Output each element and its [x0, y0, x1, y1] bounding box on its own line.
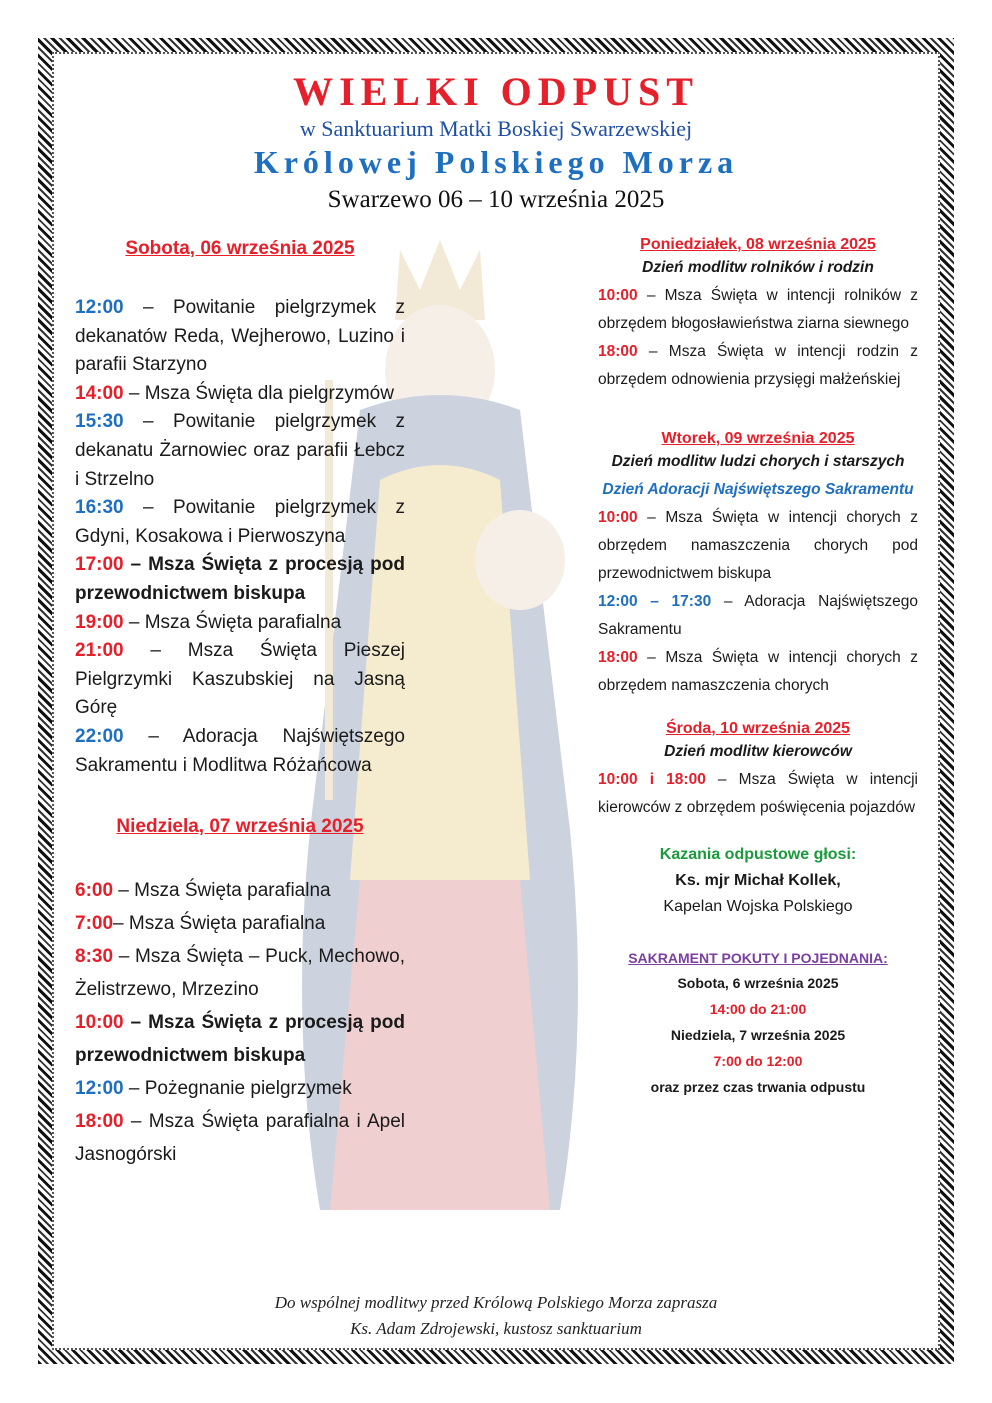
schedule-item: 12:00 – 17:30 – Adoracja Najświętszego Sakramentu	[598, 593, 918, 638]
confession-note: oraz przez czas trwania odpustu	[650, 1079, 866, 1095]
schedule-item: 19:00 – Msza Święta parafialna	[75, 611, 342, 633]
schedule-item: 10:00 i 18:00 – Msza Święta w intencji kierowców z obrzędem poświęcenia pojazdów	[598, 771, 918, 816]
schedule-item: 16:30 – Powitanie pielgrzymek z Gdyni, Kosakowa i Pierwoszyna	[75, 497, 405, 547]
schedule-item: 22:00 – Adoracja Najświętszego Sakramentu i Modlitwa Różańcowa	[75, 725, 405, 776]
tuesday-theme: Dzień modlitw ludzi chorych i starszych	[611, 453, 905, 470]
preacher-role: Kapelan Wojska Polskiego	[663, 898, 853, 915]
event-date: Swarzewo 06 – 10 września 2025	[327, 186, 665, 213]
schedule-item: 10:00 – Msza Święta w intencji chorych z obrzędem namaszczenia chorych pod przewodnictwem biskupa	[598, 509, 918, 582]
preacher-label: Kazania odpustowe głosi:	[659, 846, 857, 863]
footer-invitation: Do wspólnej modlitwy przed Królową Polskiego Morza zaprasza	[274, 1293, 718, 1312]
schedule-item: 7:00– Msza Święta parafialna	[75, 913, 326, 935]
monday-heading: Poniedziałek, 08 września 2025	[640, 236, 876, 253]
confession-day-1: Sobota, 6 września 2025	[677, 975, 839, 991]
schedule-item: 15:30 – Powitanie pielgrzymek z dekanatu Żarnowiec oraz parafii Łebcz i Strzelno	[75, 411, 405, 490]
schedule-item: 10:00 – Msza Święta z procesją pod przewodnictwem biskupa	[75, 1012, 405, 1067]
schedule-item: 12:00 – Pożegnanie pielgrzymek	[75, 1078, 352, 1100]
schedule-item: 18:00 – Msza Święta parafialna i Apel Jasnogórski	[75, 1111, 405, 1166]
schedule-item: 18:00 – Msza Święta w intencji chorych z obrzędem namaszczenia chorych	[598, 649, 918, 694]
queen-title: Królowej Polskiego Morza	[253, 144, 739, 180]
confession-heading: SAKRAMENT POKUTY I POJEDNANIA:	[628, 950, 888, 966]
sunday-heading: Niedziela, 07 września 2025	[116, 816, 364, 838]
left-column	[75, 238, 405, 1171]
schedule-item: 14:00 – Msza Święta dla pielgrzymów	[75, 382, 394, 404]
sunday-list	[75, 874, 405, 1171]
sanctuary-subtitle: w Sanktuarium Matki Boskiej Swarzewskiej	[299, 116, 693, 141]
tuesday-adoration-theme: Dzień Adoracji Najświętszego Sakramentu	[602, 481, 914, 498]
schedule-item: 12:00 – Powitanie pielgrzymek z dekanatów Reda, Wejherowo, Luzino i parafii Starzyno	[75, 297, 405, 376]
footer	[60, 1290, 932, 1342]
footer-signature: Ks. Adam Zdrojewski, kustosz sanktuarium	[350, 1319, 642, 1338]
schedule-item: 8:30 – Msza Święta – Puck, Mechowo, Żelistrzewo, Mrzezino	[75, 946, 405, 1001]
page-title: WIELKI ODPUST	[293, 69, 699, 114]
confession-time-1: 14:00 do 21:00	[709, 1001, 807, 1017]
schedule-item: 21:00 – Msza Święta Pieszej Pielgrzymki Kaszubskiej na Jasną Górę	[75, 640, 405, 719]
wednesday-theme: Dzień modlitw kierowców	[664, 743, 852, 760]
preacher-name: Ks. mjr Michał Kollek,	[675, 872, 841, 889]
right-column	[598, 236, 918, 1100]
wednesday-heading: Środa, 10 września 2025	[665, 720, 851, 737]
saturday-list	[75, 294, 405, 780]
confession-day-2: Niedziela, 7 września 2025	[670, 1027, 846, 1043]
schedule-item: 10:00 – Msza Święta w intencji rolników z obrzędem błogosławieństwa ziarna siewnego	[598, 287, 918, 332]
saturday-heading: Sobota, 06 września 2025	[125, 238, 355, 259]
schedule-item: 18:00 – Msza Święta w intencji rodzin z obrzędem odnowienia przysięgi małżeńskiej	[598, 343, 918, 388]
schedule-item: 17:00 – Msza Święta z procesją pod przewodnictwem biskupa	[75, 554, 405, 604]
tuesday-heading: Wtorek, 09 września 2025	[661, 430, 855, 447]
confession-time-2: 7:00 do 12:00	[713, 1053, 803, 1069]
monday-theme: Dzień modlitw rolników i rodzin	[642, 259, 874, 276]
schedule-item: 6:00 – Msza Święta parafialna	[75, 880, 331, 902]
